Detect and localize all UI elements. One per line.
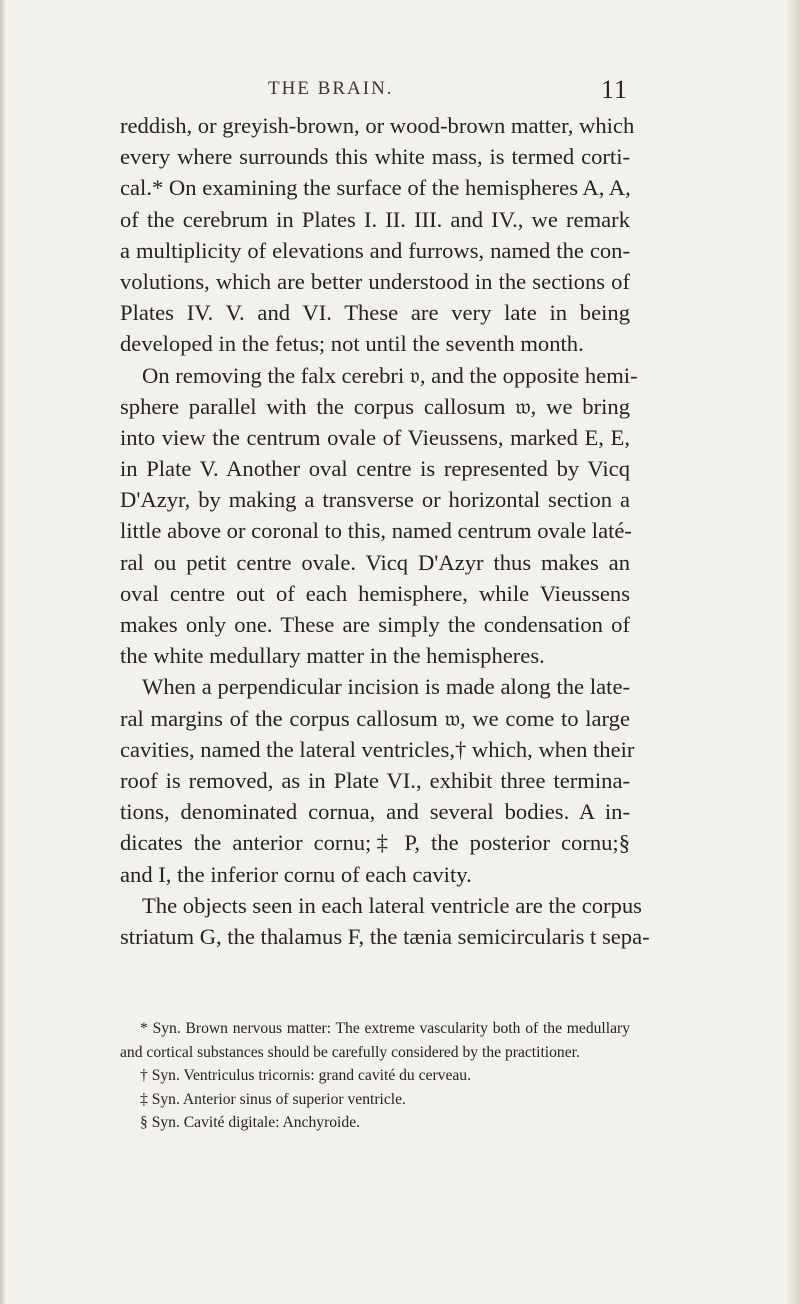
text-line: oval centre out of each hemisphere, while Vieussens [120, 580, 630, 606]
footnote-line: † Syn. Ventriculus tricornis: grand cavité du cerveau. [140, 1067, 471, 1084]
text-line: makes only one. These are simply the condensation of [120, 612, 630, 637]
text-line: tions, denominated cornua, and several bodies. A in- [120, 799, 630, 825]
text-line: cal.* On examining the surface of the hemispheres A, A, [120, 175, 631, 201]
text-line: ral margins of the corpus callosum 𝔴, we come to large [120, 705, 630, 731]
text-line: of the cerebrum in Plates I. II. III. and IV., we remark [120, 206, 630, 232]
text-line: sphere parallel with the corpus callosum 𝔴, we bring [120, 393, 630, 419]
footnote-line: ‡ Syn. Anterior sinus of superior ventricle. [140, 1090, 406, 1108]
text-line: ral ou petit centre ovale. Vicq D'Azyr thus makes an [120, 549, 630, 575]
text-line: cavities, named the lateral ventricles,† which, when their [120, 736, 635, 762]
text-line: volutions, which are better understood in the sections of [120, 268, 630, 294]
footnote-line: and cortical substances should be carefully considered by the practitioner. [120, 1043, 580, 1061]
text-line: When a perpendicular incision is made along the late- [142, 674, 630, 700]
text-line: Plates IV. V. and VI. These are very late in being [120, 300, 630, 326]
text-line: D'Azyr, by making a transverse or horizontal section a [120, 487, 630, 513]
page-number: 11 [600, 75, 628, 104]
text-line: roof is removed, as in Plate VI., exhibit three termina- [120, 767, 630, 793]
page-edge-right [786, 0, 800, 1304]
text-line: The objects seen in each lateral ventricle are the corpus [142, 892, 642, 918]
text-line: On removing the falx cerebri 𝔳, and the opposite hemi- [142, 362, 638, 388]
text-line: reddish, or greyish-brown, or wood-brown matter, which [120, 113, 635, 138]
footnote-line: § Syn. Cavité digitale: Anchyroide. [140, 1114, 361, 1131]
text-line: every where surrounds this white mass, is termed corti- [120, 144, 630, 170]
text-line: dicates the anterior cornu;‡ P, the posterior cornu;§ [120, 830, 630, 856]
body-text [120, 110, 650, 952]
page-header [268, 75, 628, 108]
text-line: developed in the fetus; not until the seventh month. [120, 331, 584, 357]
text-line: the white medullary matter in the hemispheres. [120, 643, 545, 669]
text-line: into view the centrum ovale of Vieussens, marked E, E, [120, 424, 630, 450]
text-line: and I, the inferior cornu of each cavity. [120, 861, 472, 887]
text-line: little above or coronal to this, named centrum ovale laté- [120, 518, 632, 544]
text-line: a multiplicity of elevations and furrows, named the con- [120, 237, 630, 263]
text-line: in Plate V. Another oval centre is represented by Vicq [120, 456, 630, 482]
text-line: striatum G, the thalamus F, the tænia semicircularis t sepa- [120, 923, 650, 949]
footnote-line: * Syn. Brown nervous matter: The extreme vascularity both of the medullary [140, 1020, 630, 1037]
running-head: THE BRAIN. [268, 78, 394, 99]
page-edge-left [0, 0, 6, 1304]
footnotes [120, 1017, 630, 1135]
